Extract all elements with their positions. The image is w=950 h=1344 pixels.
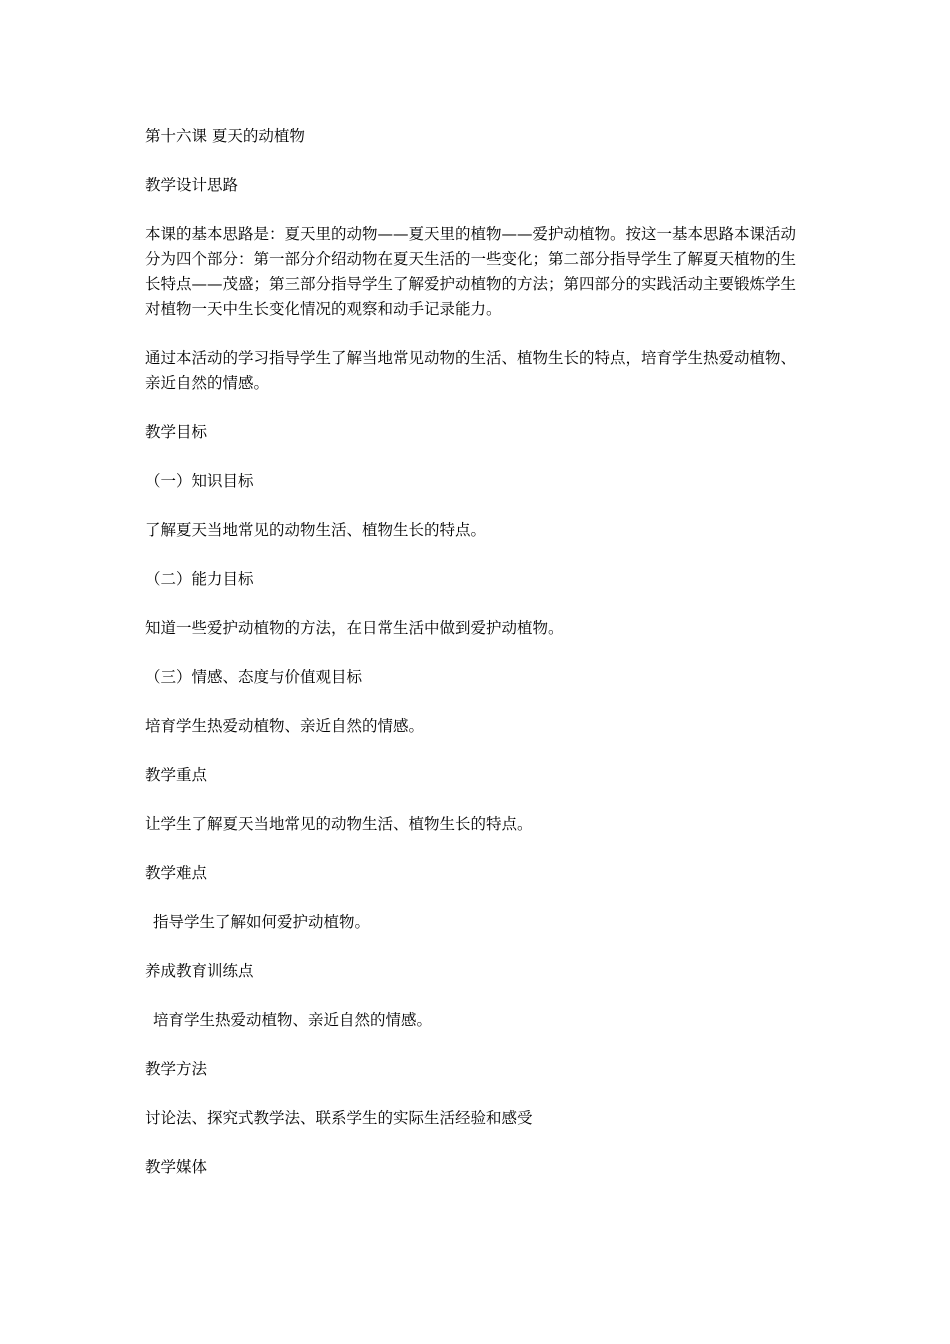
lesson-title: 第十六课 夏天的动植物 [145,127,305,145]
design-paragraph-1: 本课的基本思路是：夏天里的动物——夏天里的植物——爱护动植物。按这一基本思路本课活动分为四个部分：第一部分介绍动物在夏天生活的一些变化；第二部分指导学生了解夏天植物的生长特点——茂盛；第三部分指导学生了解爱护动植物的方法；第四部分的实践活动主要锻炼学生对植物一天中生长变化情况的观察和动手记录能力。 [145,225,797,318]
habit-text: 培育学生热爱动植物、亲近自然的情感。 [153,1011,433,1029]
difficulty-heading: 教学难点 [145,864,208,882]
goal-1-heading: （一）知识目标 [145,472,254,490]
key-point-heading: 教学重点 [145,766,208,784]
difficulty-text: 指导学生了解如何爱护动植物。 [153,913,371,931]
goal-1-text: 了解夏天当地常见的动物生活、植物生长的特点。 [145,521,487,539]
habit-heading: 养成教育训练点 [145,962,254,980]
key-point-text: 让学生了解夏天当地常见的动物生活、植物生长的特点。 [145,815,533,833]
design-paragraph-2: 通过本活动的学习指导学生了解当地常见动物的生活、植物生长的特点，培育学生热爱动植物、亲近自然的情感。 [145,349,797,392]
document-body [145,124,810,1204]
goal-2-heading: （二）能力目标 [145,570,254,588]
method-heading: 教学方法 [145,1060,208,1078]
goal-2-text: 知道一些爱护动植物的方法，在日常生活中做到爱护动植物。 [145,619,564,637]
design-heading: 教学设计思路 [145,176,239,194]
goal-3-text: 培育学生热爱动植物、亲近自然的情感。 [145,717,425,735]
goals-heading: 教学目标 [145,423,208,441]
media-heading: 教学媒体 [145,1158,208,1176]
method-text: 讨论法、探究式教学法、联系学生的实际生活经验和感受 [145,1109,533,1127]
goal-3-heading: （三）情感、态度与价值观目标 [145,668,363,686]
